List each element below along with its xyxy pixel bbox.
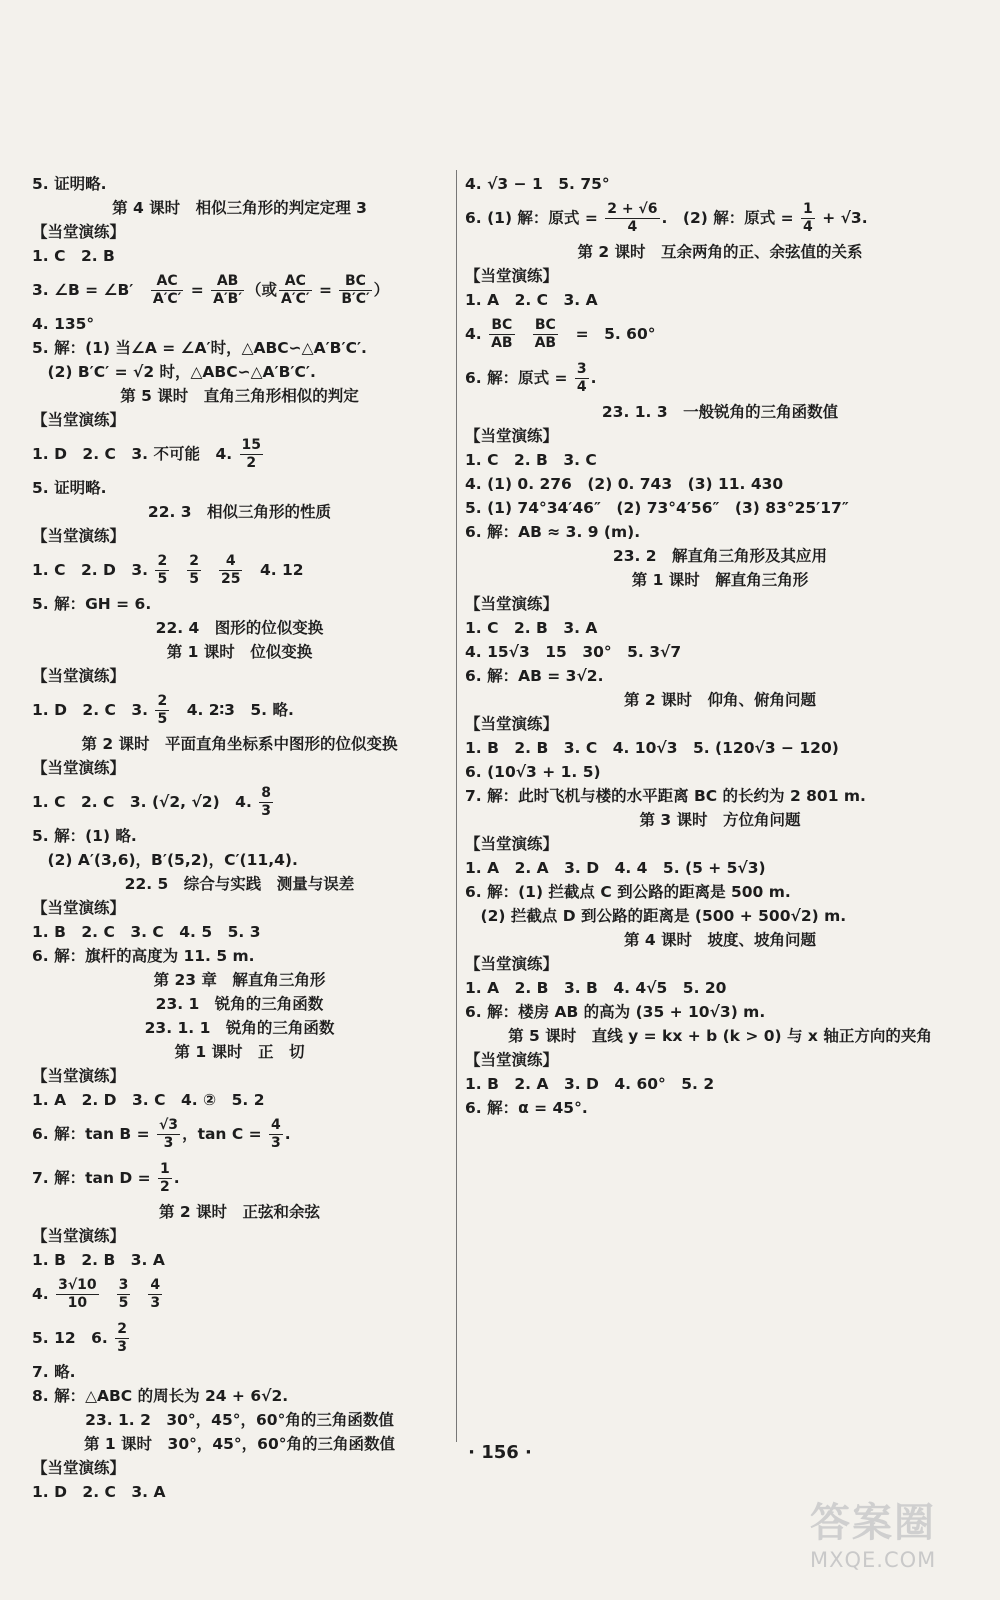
answer-line-with-fraction <box>32 432 447 476</box>
denominator: 4 <box>803 219 813 235</box>
answer-text: 7. 解：tan D = <box>32 1169 157 1187</box>
fraction <box>158 1161 172 1196</box>
denominator: 3 <box>271 1135 281 1151</box>
answer-text: 6. 解：tan B = <box>32 1125 155 1143</box>
numerator: 2 + √6 <box>607 201 658 217</box>
practice-label: 【当堂演练】 <box>32 667 126 685</box>
section-heading: 第 4 课时 相似三角形的判定定理 3 <box>112 199 367 217</box>
numerator: 1 <box>803 201 813 217</box>
section-heading: 第 2 课时 互余两角的正、余弦值的关系 <box>577 243 863 261</box>
section-heading: 22. 4 图形的位似变换 <box>155 619 324 637</box>
fraction <box>339 273 371 308</box>
answer-text: = <box>313 281 338 299</box>
answer-line: 5. 解：GH = 6. <box>32 595 152 613</box>
answer-line: (2) 拦截点 D 到公路的距离是 (500 + 500√2) m. <box>465 907 847 925</box>
numerator: 3 <box>576 361 587 377</box>
answer-text: + √3. <box>816 209 868 227</box>
answer-text: . <box>173 1169 180 1187</box>
fraction <box>533 317 559 352</box>
denominator: A′C′ <box>281 291 310 307</box>
denominator: 3 <box>150 1295 161 1311</box>
answer-line: 5. (1) 74°34′46″ (2) 73°4′56″ (3) 83°25′17″ <box>465 499 849 517</box>
denominator: 5 <box>157 571 168 587</box>
answer-line: 8. 解：△ABC 的周长为 24 + 6√2. <box>32 1387 289 1405</box>
answer-line: 5. 证明略. <box>32 175 107 193</box>
section-heading: 第 2 课时 仰角、俯角问题 <box>623 691 817 709</box>
numerator: AC <box>151 273 184 291</box>
practice-label: 【当堂演练】 <box>32 223 126 241</box>
numerator: AC <box>279 273 312 291</box>
section-heading: 第 5 课时 直角三角形相似的判定 <box>120 387 359 405</box>
numerator: BC <box>533 317 559 335</box>
practice-label: 【当堂演练】 <box>32 1459 126 1477</box>
answer-text: 4. 2∶3 5. 略. <box>171 701 294 719</box>
answer-text: = 5. 60° <box>560 325 656 343</box>
answer-line-with-fraction <box>465 356 975 400</box>
practice-label: 【当堂演练】 <box>32 759 126 777</box>
denominator: 4 <box>576 379 587 395</box>
answer-line-with-fraction <box>32 1156 447 1200</box>
answer-line: 6. 解：旗杆的高度为 11. 5 m. <box>32 947 255 965</box>
answer-line: 1. A 2. D 3. C 4. ② 5. 2 <box>32 1091 265 1109</box>
section-heading: 第 4 课时 坡度、坡角问题 <box>623 931 817 949</box>
section-heading: 第 1 课时 30°，45°，60°角的三角函数值 <box>83 1435 396 1453</box>
section-heading: 22. 3 相似三角形的性质 <box>147 503 332 521</box>
answer-line-with-fraction <box>32 548 447 592</box>
answer-text: ） <box>373 281 390 299</box>
section-heading: 第 3 课时 方位角问题 <box>639 811 801 829</box>
fraction <box>211 273 244 308</box>
practice-label: 【当堂演练】 <box>465 835 559 853</box>
fraction <box>801 201 815 236</box>
answer-line-with-fraction <box>32 1112 447 1156</box>
section-heading: 第 5 课时 直线 y = kx + b (k > 0) 与 x 轴正方向的夹角 <box>508 1027 932 1045</box>
numerator: 2 <box>157 693 168 709</box>
answer-line-with-fraction <box>465 312 975 356</box>
answer-line: (2) B′C′ = √2 时，△ABC∽△A′B′C′. <box>32 363 316 381</box>
section-heading: 23. 1. 3 一般锐角的三角函数值 <box>601 403 839 421</box>
answer-line: 4. 135° <box>32 315 95 333</box>
answer-line: (2) A′(3,6)，B′(5,2)，C′(11,4). <box>32 851 298 869</box>
answer-line: 1. C 2. B 3. A <box>465 619 598 637</box>
answer-text: . (2) 解：原式 = <box>661 209 800 227</box>
numerator: √3 <box>158 1117 179 1133</box>
answer-line: 1. C 2. B 3. C <box>465 451 597 469</box>
right-column <box>465 172 975 1120</box>
answer-text: 1. D 2. C 3. 不可能 4. <box>32 445 238 463</box>
fraction <box>151 273 184 308</box>
answer-line-with-fraction <box>32 1272 447 1316</box>
practice-label: 【当堂演练】 <box>32 899 126 917</box>
column-divider <box>456 170 457 1442</box>
answer-line: 4. 15√3 15 30° 5. 3√7 <box>465 643 682 661</box>
denominator: 2 <box>246 455 257 471</box>
numerator: 8 <box>261 785 271 801</box>
answer-line-with-fraction <box>32 268 447 312</box>
answer-text: 1. C 2. D 3. <box>32 561 154 579</box>
left-column <box>32 172 447 1504</box>
denominator: 3 <box>163 1135 174 1151</box>
practice-label: 【当堂演练】 <box>465 595 559 613</box>
section-heading: 23. 1. 1 锐角的三角函数 <box>144 1019 335 1037</box>
numerator: BC <box>339 273 371 291</box>
section-heading: 23. 1. 2 30°，45°，60°角的三角函数值 <box>85 1411 394 1429</box>
fraction <box>269 1117 283 1152</box>
answer-text: . <box>590 369 597 387</box>
denominator: 2 <box>160 1179 170 1195</box>
fraction <box>155 693 169 728</box>
denominator: 3 <box>261 803 271 819</box>
fraction <box>259 785 273 820</box>
answer-line: 7. 解：此时飞机与楼的水平距离 BC 的长约为 2 801 m. <box>465 787 866 805</box>
fraction <box>117 1277 131 1312</box>
section-heading: 第 2 课时 正弦和余弦 <box>158 1203 321 1221</box>
section-heading: 第 2 课时 平面直角坐标系中图形的位似变换 <box>81 735 398 753</box>
fraction <box>279 273 312 308</box>
answer-line: 1. B 2. B 3. C 4. 10√3 5. (120√3 − 120) <box>465 739 839 757</box>
practice-label: 【当堂演练】 <box>32 1067 126 1085</box>
fraction <box>148 1277 162 1312</box>
answer-line: 1. B 2. A 3. D 4. 60° 5. 2 <box>465 1075 715 1093</box>
answer-line: 1. C 2. B <box>32 247 115 265</box>
numerator: 15 <box>241 437 262 453</box>
answer-line: 6. 解：α = 45°. <box>465 1099 588 1117</box>
answer-line: 5. 证明略. <box>32 479 107 497</box>
watermark-text: 答案圈 <box>810 1500 936 1546</box>
denominator: A′B′ <box>213 291 243 307</box>
answer-line: 5. 解：(1) 略. <box>32 827 137 845</box>
fraction <box>187 553 201 588</box>
denominator: AB <box>534 335 557 351</box>
answer-text: 3. ∠B = ∠B′ <box>32 281 149 299</box>
watermark-url: MXQE.COM <box>810 1548 937 1572</box>
answer-text: ，tan C = <box>182 1125 268 1143</box>
answer-line-with-fraction <box>32 688 447 732</box>
answer-text: （或 <box>246 281 278 299</box>
practice-label: 【当堂演练】 <box>465 1051 559 1069</box>
numerator: 4 <box>271 1117 281 1133</box>
answer-line: 6. 解：AB = 3√2. <box>465 667 604 685</box>
fraction <box>155 553 169 588</box>
fraction <box>157 1117 180 1152</box>
answer-text: . <box>284 1125 291 1143</box>
numerator: 1 <box>160 1161 170 1177</box>
section-heading: 第 23 章 解直角三角形 <box>153 971 326 989</box>
denominator: B′C′ <box>341 291 370 307</box>
section-heading: 22. 5 综合与实践 测量与误差 <box>124 875 355 893</box>
answer-text: 4. <box>465 325 488 343</box>
practice-label: 【当堂演练】 <box>465 267 559 285</box>
denominator: A′C′ <box>152 291 182 307</box>
answer-text: 6. (1) 解：原式 = <box>465 209 604 227</box>
fraction <box>115 1321 129 1356</box>
answer-line: 7. 略. <box>32 1363 76 1381</box>
answer-line: 1. A 2. C 3. A <box>465 291 598 309</box>
denominator: 5 <box>189 571 199 587</box>
answer-line: 5. 解：(1) 当∠A = ∠A′时，△ABC∽△A′B′C′. <box>32 339 367 357</box>
fraction <box>575 361 589 396</box>
numerator: 3√10 <box>58 1277 97 1293</box>
section-heading: 第 1 课时 位似变换 <box>166 643 313 661</box>
practice-label: 【当堂演练】 <box>32 527 126 545</box>
denominator: 5 <box>118 1295 129 1311</box>
answer-line-with-fraction <box>32 780 447 824</box>
answer-line: 1. B 2. B 3. A <box>32 1251 165 1269</box>
fraction <box>489 317 515 352</box>
answer-text: 5. 12 6. <box>32 1329 114 1347</box>
numerator: BC <box>489 317 515 335</box>
section-heading: 23. 1 锐角的三角函数 <box>155 995 324 1013</box>
numerator: 3 <box>118 1277 129 1293</box>
numerator: 4 <box>219 553 242 571</box>
page-number: · 156 · <box>468 1442 532 1463</box>
fraction <box>219 553 242 588</box>
answer-line: 6. (10√3 + 1. 5) <box>465 763 601 781</box>
answer-line: 1. B 2. C 3. C 4. 5 5. 3 <box>32 923 261 941</box>
denominator: 4 <box>627 219 638 235</box>
answer-line: 1. D 2. C 3. A <box>32 1483 166 1501</box>
answer-line: 4. √3 − 1 5. 75° <box>465 175 610 193</box>
answer-line-with-fraction <box>465 196 975 240</box>
numerator: 2 <box>117 1321 127 1337</box>
section-heading: 23. 2 解直角三角形及其应用 <box>612 547 828 565</box>
answer-text: 4. 12 <box>244 561 304 579</box>
answer-text: 1. C 2. C 3. (√2, √2) 4. <box>32 793 258 811</box>
denominator: AB <box>491 335 513 351</box>
answer-text: = <box>185 281 210 299</box>
answer-text: 1. D 2. C 3. <box>32 701 154 719</box>
denominator: 3 <box>117 1339 127 1355</box>
answer-line: 6. 解：AB ≈ 3. 9 (m). <box>465 523 641 541</box>
answer-line-with-fraction <box>32 1316 447 1360</box>
answer-line: 4. (1) 0. 276 (2) 0. 743 (3) 11. 430 <box>465 475 784 493</box>
practice-label: 【当堂演练】 <box>32 1227 126 1245</box>
practice-label: 【当堂演练】 <box>465 715 559 733</box>
section-heading: 第 1 课时 正 切 <box>174 1043 305 1061</box>
numerator: AB <box>211 273 244 291</box>
denominator: 25 <box>220 571 241 587</box>
practice-label: 【当堂演练】 <box>465 955 559 973</box>
answer-line: 6. 解：楼房 AB 的高为 (35 + 10√3) m. <box>465 1003 766 1021</box>
answer-line: 1. A 2. B 3. B 4. 4√5 5. 20 <box>465 979 727 997</box>
watermark-logo <box>810 1500 985 1590</box>
section-heading: 第 1 课时 解直角三角形 <box>631 571 809 589</box>
answer-line: 6. 解：(1) 拦截点 C 到公路的距离是 500 m. <box>465 883 791 901</box>
numerator: 2 <box>189 553 199 569</box>
denominator: 5 <box>157 711 168 727</box>
answer-text: 6. 解：原式 = <box>465 369 573 387</box>
fraction <box>605 201 659 236</box>
numerator: 4 <box>150 1277 161 1293</box>
practice-label: 【当堂演练】 <box>32 411 126 429</box>
practice-label: 【当堂演练】 <box>465 427 559 445</box>
fraction <box>56 1277 99 1312</box>
numerator: 2 <box>157 553 168 569</box>
denominator: 10 <box>67 1295 88 1311</box>
answer-text: 4. <box>32 1285 55 1303</box>
answer-line: 1. A 2. A 3. D 4. 4 5. (5 + 5√3) <box>465 859 766 877</box>
fraction <box>240 437 263 472</box>
